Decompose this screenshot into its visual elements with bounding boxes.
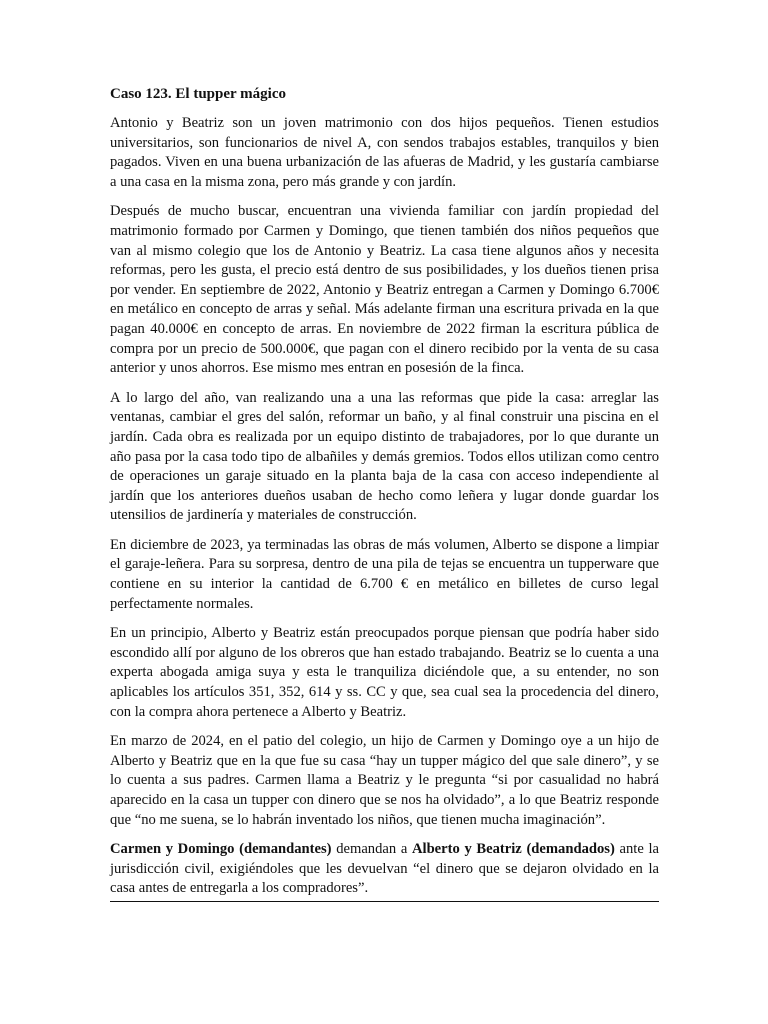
paragraph-discovery: En diciembre de 2023, ya terminadas las obras de más volumen, Alberto se dispone a limpiar el garaje-leñera. Para su sorpresa, dentro de una pila de tejas se encuentra un tupperware que contiene en su interior la cantidad de 6.700 € en metálico en billetes de curso legal perfectamente normales. xyxy=(110,536,659,612)
paragraph-schoolyard: En marzo de 2024, en el patio del colegio, un hijo de Carmen y Domingo oye a un hijo de Alberto y Beatriz que en la que fue su casa “hay un tupper mágico del que sale dinero”, y se lo cuenta a sus padres. Carmen llama a Beatriz y le pregunta “si por casualidad no habrá aparecido en la casa un tupper con dinero que se nos ha olvidado”, a lo que Beatriz responde que “no me suena, se lo habrán inventado los niños, que tienen mucha imaginación”. xyxy=(110,733,659,828)
paragraph-purchase: Después de mucho buscar, encuentran una vivienda familiar con jardín propiedad del matrimonio formado por Carmen y Domingo, que tienen también dos niños pequeños que van al mismo colegio que los de Antonio y Beatriz. La casa tiene algunos años y necesita reformas, pero les gusta, el precio está dentro de sus posibilidades, y los dueños tienen prisa por vender. En septiembre de 2022, Antonio y Beatriz entregan a Carmen y Domingo 6.700€ en metálico en concepto de arras y señal. Más adelante firman una escritura privada en la que pagan 40.000€ en concepto de arras. En noviembre de 2022 firman la escritura pública de compra por un precio de 500.000€, que pagan con el dinero recibido por la venta de su casa anterior y unos ahorros. Ese mismo mes entran en posesión de la finca. xyxy=(110,203,659,377)
paragraph-intro: Antonio y Beatriz son un joven matrimonio con dos hijos pequeños. Tienen estudios universitarios, son funcionarios de nivel A, con sendos trabajos estables, tranquilos y bien pagados. Viven en una buena urbanización de las afueras de Madrid, y les gustaría cambiarse a una casa en la misma zona, pero más grande y con jardín. xyxy=(110,115,659,190)
defendants-label: Alberto y Beatriz (demandados) xyxy=(411,841,615,858)
claim-text: ante la jurisdicción civil, exigiéndoles que les devuelvan “el dinero que se dejaron olvidado en la casa antes de entregarla a los compradores”. xyxy=(110,841,659,897)
paragraph-legal-advice: En un principio, Alberto y Beatriz están preocupados porque piensan que podría haber sido escondido allí por alguno de los obreros que han estado trabajando. Beatriz se lo cuenta a una experta abogada amiga suya y esta le tranquiliza diciéndole que, a su entender, no son aplicables los artículos 351, 352, 614 y ss. CC y que, sea cual sea la procedencia del dinero, con la compra ahora pertenece a Alberto y Beatriz. xyxy=(110,625,659,720)
plaintiffs-label: Carmen y Domingo (demandantes) xyxy=(110,841,332,858)
claim-verb: demandan a xyxy=(331,841,412,858)
document-page xyxy=(110,84,659,902)
paragraph-claim xyxy=(110,840,659,902)
paragraph-reforms: A lo largo del año, van realizando una a una las reformas que pide la casa: arreglar las ventanas, cambiar el gres del salón, reformar un baño, y al final construir una piscina en el jardín. Cada obra es realizada por un equipo distinto de trabajadores, por lo que durante un año pasa por la casa todo tipo de albañiles y demás gremios. Todos ellos utilizan como centro de operaciones un garaje situado en la planta baja de la casa con acceso independiente al jardín que los anteriores dueños usaban de hecho como leñera y lugar donde guardar los utensilios de jardinería y materiales de construcción. xyxy=(110,389,659,524)
case-title: Caso 123. El tupper mágico xyxy=(110,86,286,102)
